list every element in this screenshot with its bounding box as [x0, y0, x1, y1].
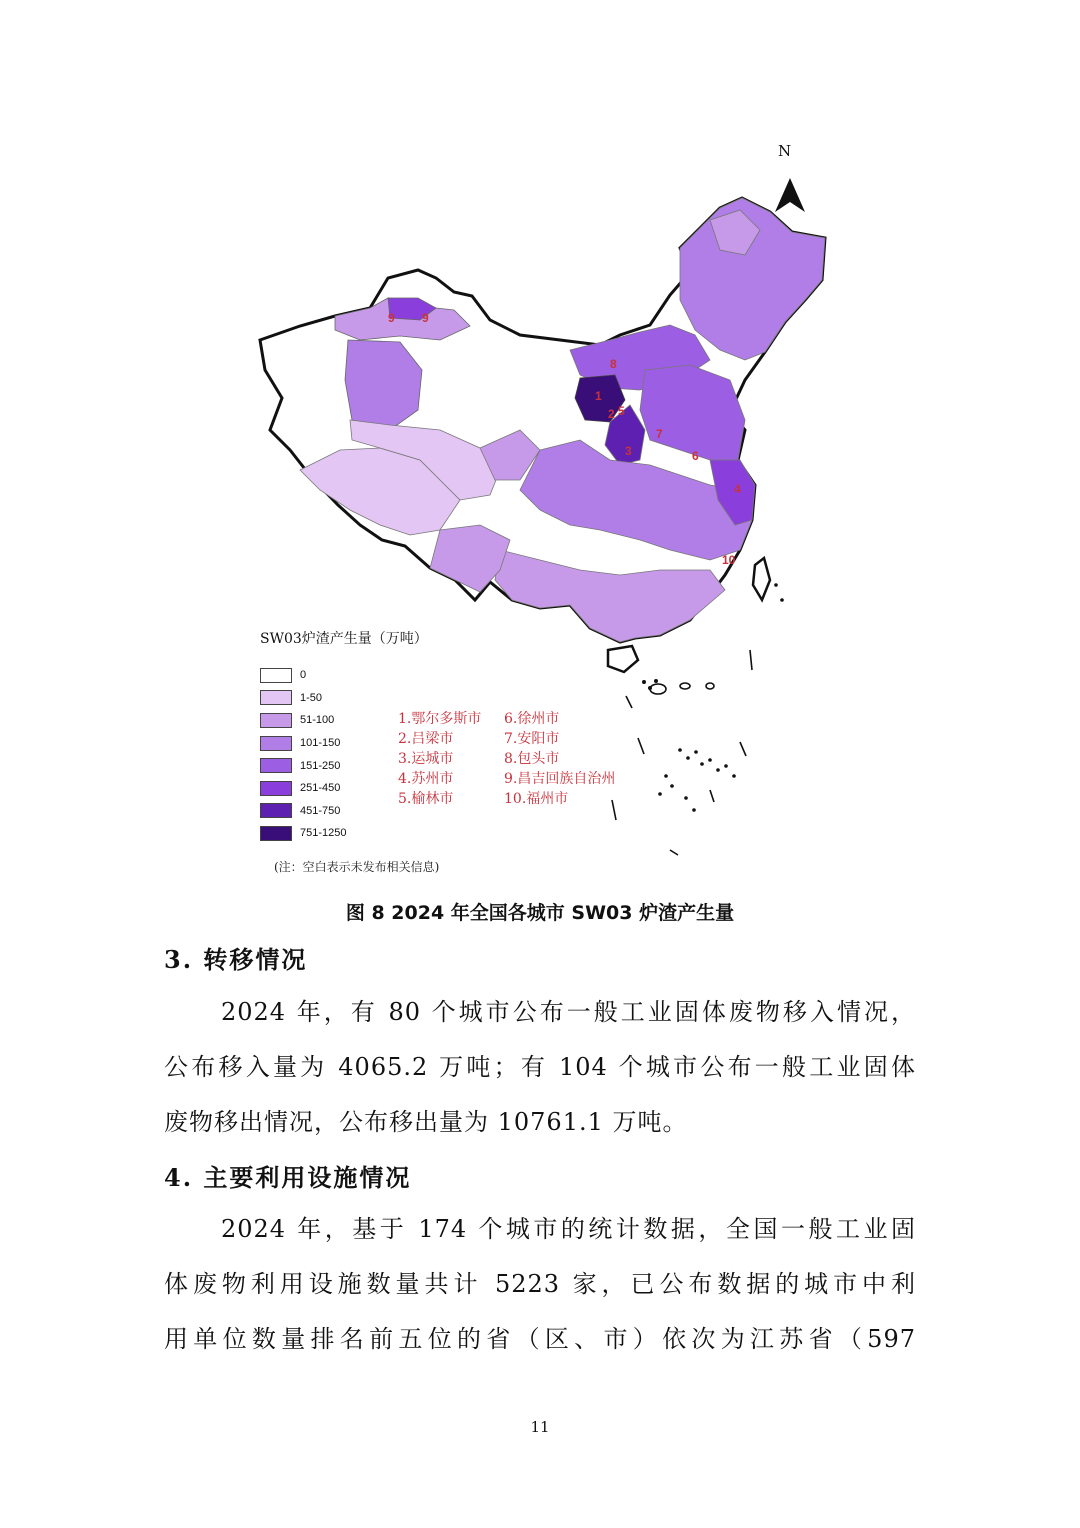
section3-heading: 3. 转移情况: [164, 945, 308, 974]
city-list-item: 2.吕梁市: [398, 731, 454, 747]
city-list-item: 4.苏州市: [398, 771, 454, 787]
legend-swatch: [260, 781, 292, 796]
legend-swatch: [260, 690, 292, 705]
legend-label: 0: [300, 669, 307, 682]
legend-swatch: [260, 668, 292, 683]
figure-caption: 图 8 2024 年全国各城市 SW03 炉渣产生量: [345, 902, 735, 924]
city-list-item: 6.徐州市: [504, 711, 560, 727]
section4-heading: 4. 主要利用设施情况: [164, 1163, 412, 1192]
city-list-item: 7.安阳市: [504, 731, 560, 747]
map-label-9b: 9: [422, 311, 429, 325]
legend-swatch: [260, 736, 292, 751]
legend-label: 451-750: [300, 804, 341, 817]
legend-label: 51-100: [300, 714, 335, 727]
city-list-item: 8.包头市: [504, 751, 560, 767]
north-arrow-icon: [775, 178, 805, 212]
hainan-island: [608, 646, 638, 672]
legend-swatch: [260, 803, 292, 818]
legend-item: [260, 822, 428, 845]
legend-swatch: [260, 826, 292, 841]
taiwan-island: [753, 558, 770, 600]
map-label-8: 8: [610, 357, 617, 371]
map-label-5: 5: [618, 404, 625, 418]
section3-line-3: 废物移出情况，公布移出量为 10761.1 万吨。: [164, 1108, 688, 1136]
legend-label: 101-150: [300, 737, 341, 750]
section3-line-2: 公布移入量为 4065.2 万吨；有 104 个城市公布一般工业固体: [164, 1053, 916, 1081]
legend-title: SW03炉渣产生量（万吨）: [260, 631, 428, 647]
section4-line-3: 用单位数量排名前五位的省（区、市）依次为江苏省（597: [164, 1325, 916, 1353]
legend-label: 751-1250: [300, 827, 347, 840]
legend-label: 151-250: [300, 759, 341, 772]
city-list-item: 1.鄂尔多斯市: [398, 711, 482, 727]
legend-item: [260, 687, 428, 710]
map-label-6: 6: [692, 449, 699, 463]
north-label: N: [778, 142, 792, 160]
legend-item: [260, 664, 428, 687]
city-list-item: 10.福州市: [504, 791, 569, 807]
map-label-4: 4: [734, 482, 741, 496]
map-note: (注：空白表示未发布相关信息): [274, 860, 440, 874]
map-label-2: 2: [608, 407, 615, 421]
city-list-item: 9.昌吉回族自治州: [504, 771, 616, 787]
legend-label: 1-50: [300, 691, 323, 704]
legend-swatch: [260, 758, 292, 773]
map-label-3: 3: [625, 444, 632, 458]
legend-label: 251-450: [300, 782, 341, 795]
map-label-9a: 9: [388, 311, 395, 325]
section3-line-1: 2024 年，有 80 个城市公布一般工业固体废物移入情况，: [221, 998, 916, 1026]
map-label-7: 7: [656, 427, 663, 441]
city-list: [398, 710, 634, 809]
legend-swatch: [260, 713, 292, 728]
page-number: 11: [530, 1418, 550, 1436]
map-figure: [240, 130, 840, 890]
map-label-10: 10: [722, 553, 736, 567]
city-list-item: 3.运城市: [398, 751, 454, 767]
section4-line-1: 2024 年，基于 174 个城市的统计数据，全国一般工业固: [221, 1215, 916, 1243]
map-label-1: 1: [595, 389, 602, 403]
city-list-item: 5.榆林市: [398, 791, 454, 807]
section4-line-2: 体废物利用设施数量共计 5223 家，已公布数据的城市中利: [164, 1270, 916, 1298]
